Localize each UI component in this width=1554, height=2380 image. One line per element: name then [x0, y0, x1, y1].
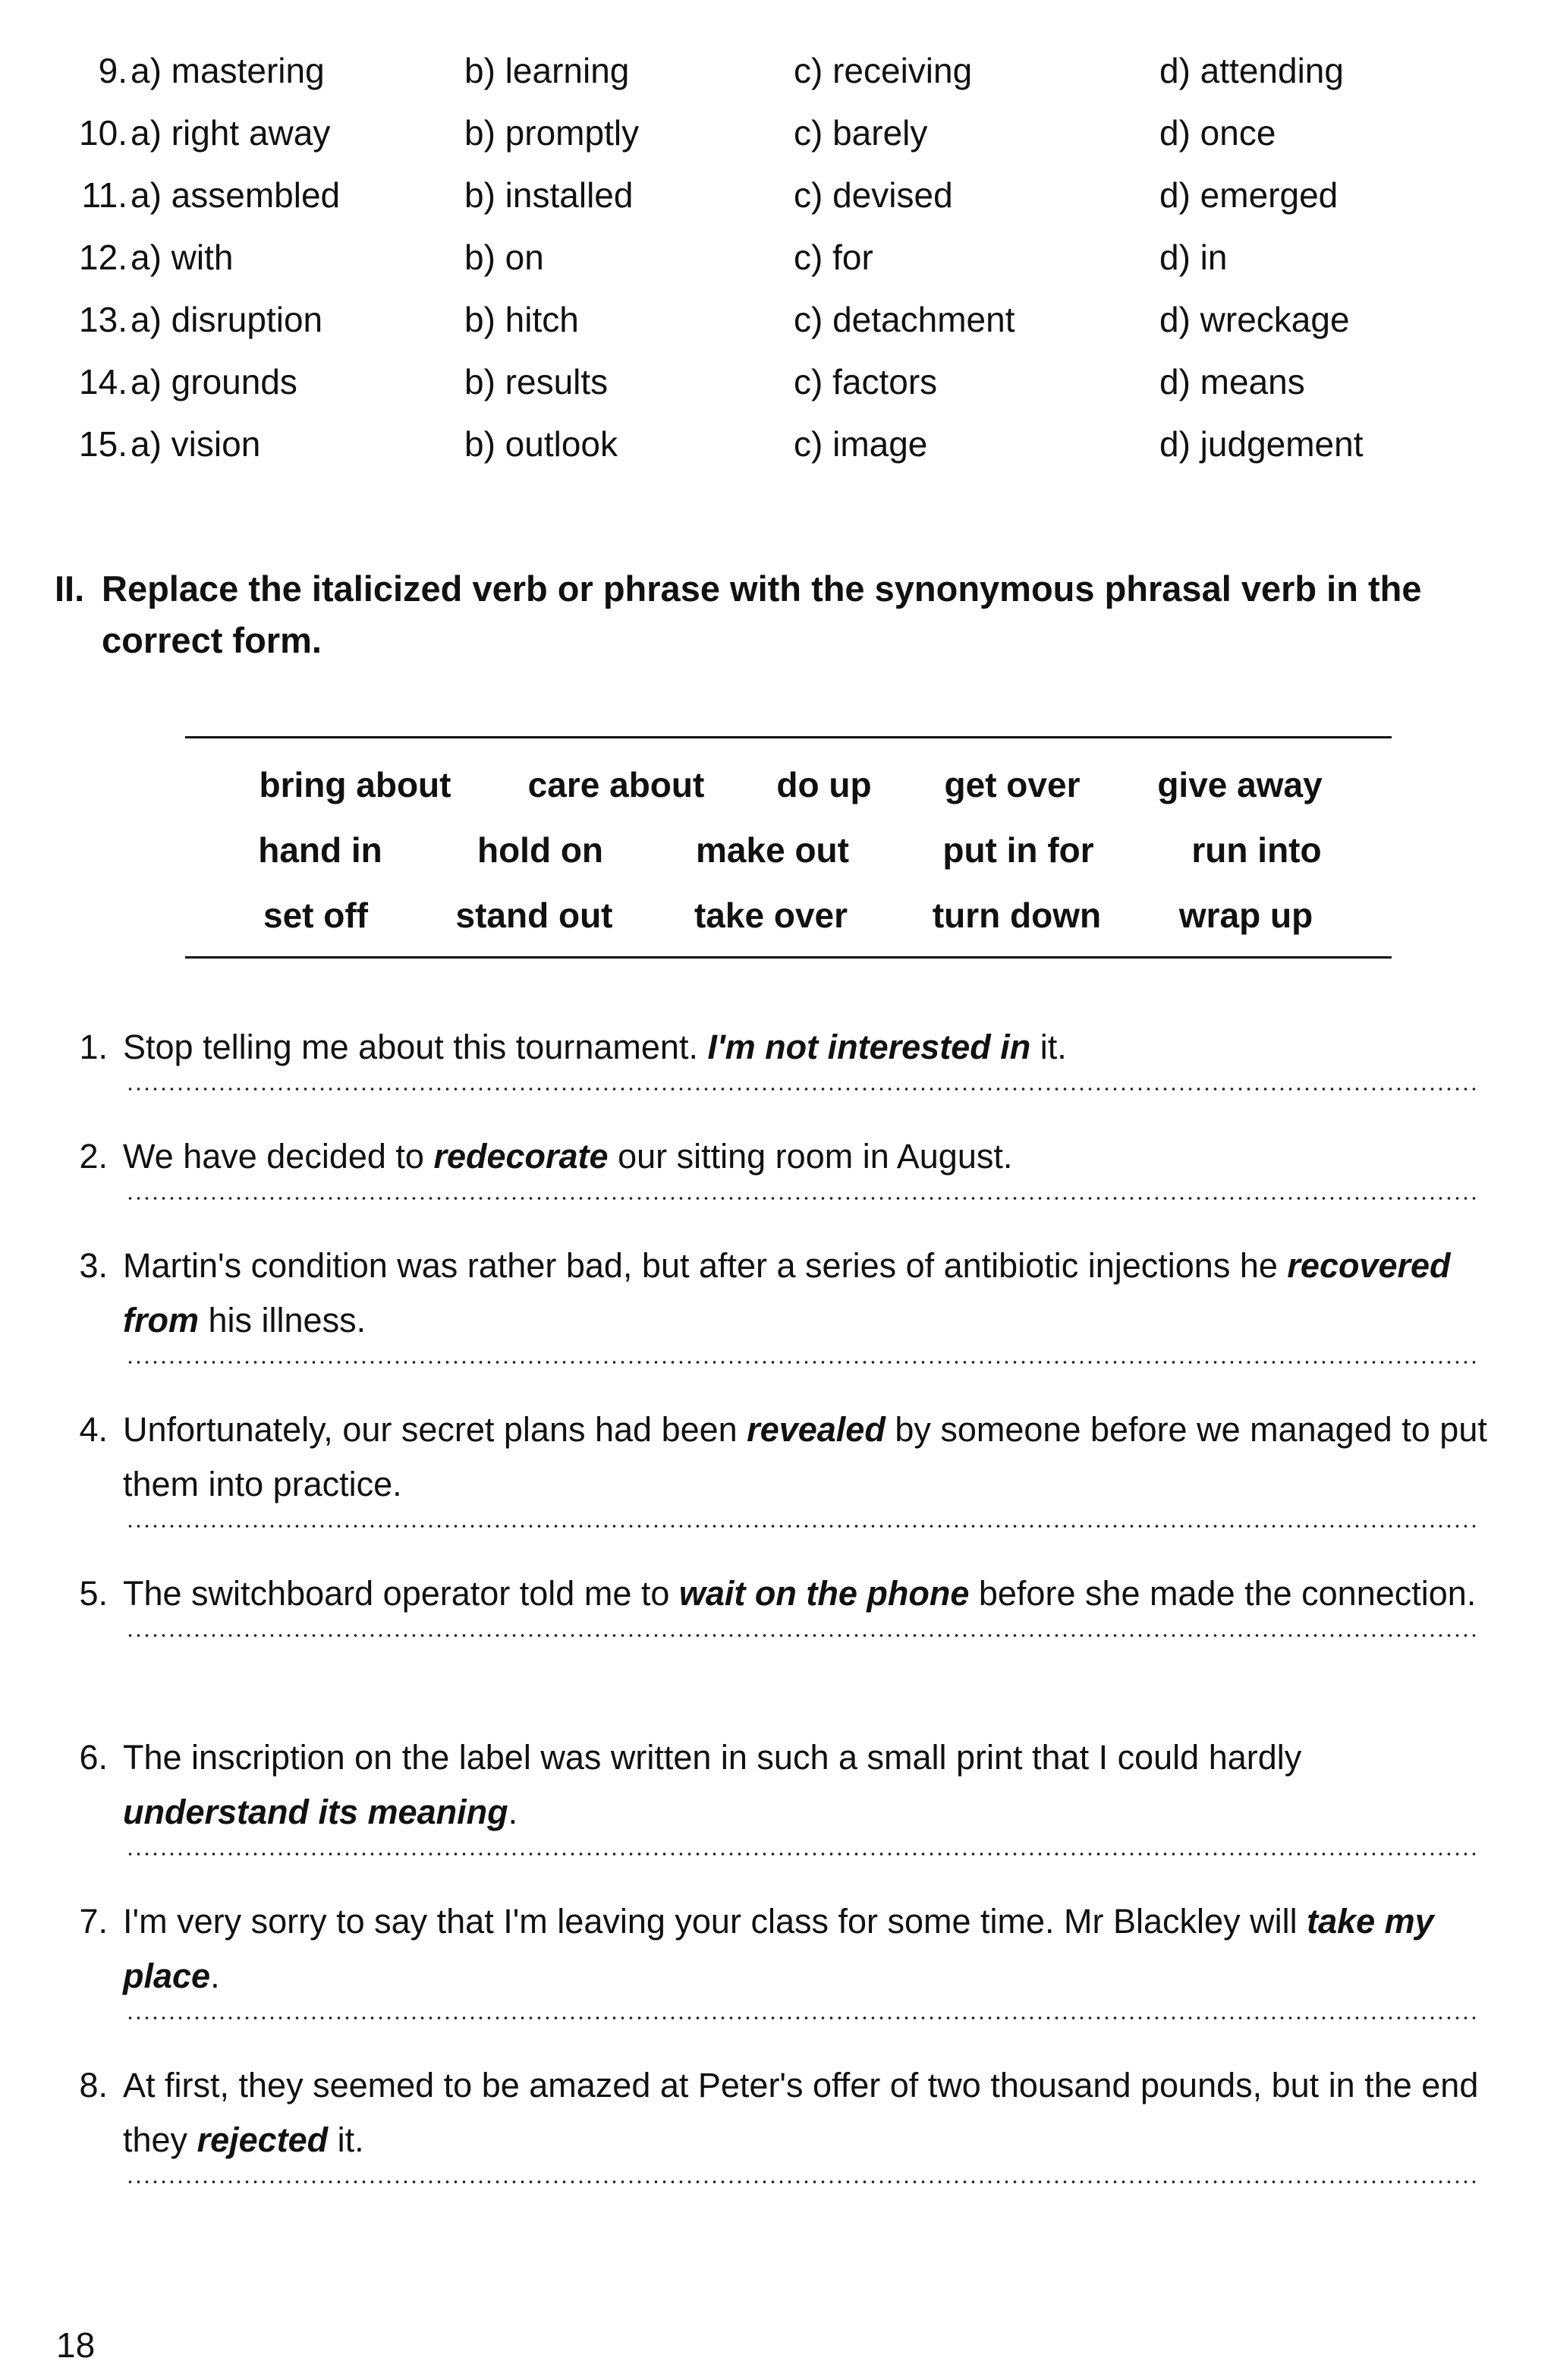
mc-option-a: a) assembled: [131, 175, 341, 215]
mc-number: 11.: [81, 175, 127, 215]
item-number: 7.: [79, 1902, 108, 1941]
mc-row: [0, 355, 1554, 408]
phrasal-verb: do up: [776, 765, 872, 804]
italic-phrase: understand its meaning: [123, 1793, 508, 1831]
item-sentence: The inscription on the label was written in such a small print that I could hardly understand its meaning.: [123, 1738, 1302, 1831]
mc-option-d: d) emerged: [1159, 175, 1339, 215]
mc-option-d: d) once: [1159, 113, 1276, 153]
answer-line[interactable]: [126, 1358, 1480, 1366]
mc-option-c: c) receiving: [794, 51, 973, 90]
exercise-item: [68, 1566, 1495, 1639]
mc-option-d: d) attending: [1159, 51, 1344, 90]
box-bottom-rule: [185, 956, 1392, 959]
phrasal-verb: bring about: [259, 765, 451, 804]
phrasal-verb: run into: [1191, 830, 1322, 870]
box-top-rule: [185, 736, 1392, 738]
mc-option-b: b) outlook: [464, 424, 618, 464]
answer-line[interactable]: [126, 1632, 1480, 1639]
item-sentence: The switchboard operator told me to wait on the phone before she made the connection.: [123, 1574, 1477, 1613]
phrasal-verb: wrap up: [1178, 896, 1313, 935]
answer-line[interactable]: [126, 1522, 1480, 1530]
mc-option-d: d) means: [1159, 362, 1305, 401]
mc-option-a: a) grounds: [131, 362, 297, 401]
mc-option-c: c) image: [794, 424, 928, 464]
mc-option-b: b) results: [464, 362, 609, 401]
mc-option-a: a) disruption: [131, 300, 323, 339]
mc-option-d: d) in: [1159, 238, 1228, 277]
mc-option-a: a) vision: [131, 424, 261, 464]
mc-option-b: b) promptly: [464, 113, 640, 153]
mc-option-d: d) wreckage: [1159, 300, 1350, 339]
section-number: II.: [55, 568, 85, 609]
italic-phrase: revealed: [747, 1410, 886, 1449]
exercise-item: [68, 1129, 1495, 1202]
mc-option-a: a) with: [131, 238, 234, 277]
phrasal-verb: make out: [696, 830, 849, 870]
mc-number: 15.: [79, 424, 127, 464]
item-sentence: We have decided to redecorate our sitting room in August.: [123, 1137, 1013, 1176]
italic-phrase: wait on the phone: [678, 1574, 970, 1613]
answer-line[interactable]: [126, 2014, 1480, 2022]
phrasal-verb: turn down: [932, 896, 1102, 935]
mc-option-b: b) hitch: [464, 300, 579, 339]
mc-option-a: a) right away: [131, 113, 331, 153]
item-number: 5.: [79, 1574, 108, 1613]
mc-row: [0, 106, 1554, 159]
mc-number: 14.: [79, 362, 127, 401]
phrasal-verb: hand in: [258, 830, 382, 870]
item-number: 6.: [79, 1738, 108, 1777]
mc-option-b: b) installed: [464, 175, 634, 215]
italic-phrase: rejected: [197, 2120, 329, 2159]
answer-line[interactable]: [126, 1195, 1480, 1202]
mc-option-c: c) detachment: [794, 300, 1015, 339]
italic-phrase: I'm not interested in: [707, 1028, 1031, 1066]
item-number: 3.: [79, 1246, 108, 1285]
item-number: 4.: [79, 1410, 108, 1449]
mc-option-c: c) for: [794, 238, 873, 277]
item-number: 8.: [79, 2066, 108, 2105]
phrasal-verb: get over: [944, 765, 1081, 804]
section-instructions: Replace the italicized verb or phrase with the synonymous phrasal verb in the correct form.: [102, 568, 1422, 660]
mc-number: 10.: [79, 113, 127, 153]
answer-line[interactable]: [126, 1085, 1480, 1093]
phrasal-verb: give away: [1157, 765, 1323, 804]
item-sentence: Stop telling me about this tournament. I'm not interested in it.: [123, 1028, 1067, 1066]
item-number: 1.: [79, 1028, 108, 1066]
mc-row: [0, 44, 1554, 97]
italic-phrase: redecorate: [433, 1137, 609, 1176]
mc-option-a: a) mastering: [131, 51, 325, 90]
exercise-item: [68, 1239, 1495, 1366]
mc-option-c: c) factors: [794, 362, 938, 401]
italic-phrase: take my place: [123, 1902, 1434, 1995]
exercise-item: [68, 1020, 1495, 1093]
mc-row: [0, 231, 1554, 284]
mc-number: 12.: [79, 238, 127, 277]
answer-line[interactable]: [126, 1850, 1480, 1858]
mc-row: [0, 293, 1554, 346]
mc-option-b: b) learning: [464, 51, 630, 90]
mc-option-d: d) judgement: [1159, 424, 1364, 464]
mc-number: 9.: [98, 51, 127, 90]
mc-number: 13.: [79, 300, 127, 339]
item-sentence: Unfortunately, our secret plans had been revealed by someone before we managed to put them into practice.: [123, 1410, 1487, 1503]
mc-option-b: b) on: [464, 238, 544, 277]
mc-row: [0, 168, 1554, 222]
phrasal-verb: take over: [694, 896, 848, 935]
exercise-item: [68, 1730, 1495, 1858]
exercise-item: [68, 1894, 1495, 2022]
phrasal-verb: stand out: [455, 896, 613, 935]
answer-line[interactable]: [126, 2178, 1480, 2186]
phrasal-verb: hold on: [477, 830, 604, 870]
mc-option-c: c) barely: [794, 113, 928, 153]
phrasal-verb: set off: [263, 896, 368, 935]
mc-option-c: c) devised: [794, 175, 953, 215]
mc-row: [0, 417, 1554, 471]
section-heading: [55, 563, 1466, 666]
phrasal-verb: care about: [527, 765, 705, 804]
phrasal-verb: put in for: [942, 830, 1094, 870]
exercise-item: [68, 2058, 1495, 2186]
item-sentence: Martin's condition was rather bad, but after a series of antibiotic injections he recovered from his illness.: [123, 1246, 1451, 1340]
page-number: 18: [56, 2325, 96, 2365]
item-sentence: I'm very sorry to say that I'm leaving your class for some time. Mr Blackley will take my place.: [123, 1902, 1434, 1995]
item-sentence: At first, they seemed to be amazed at Peter's offer of two thousand pounds, but in the end they rejected it.: [123, 2066, 1479, 2159]
item-number: 2.: [79, 1137, 108, 1176]
exercise-item: [68, 1402, 1495, 1530]
italic-phrase: recovered from: [123, 1246, 1451, 1340]
